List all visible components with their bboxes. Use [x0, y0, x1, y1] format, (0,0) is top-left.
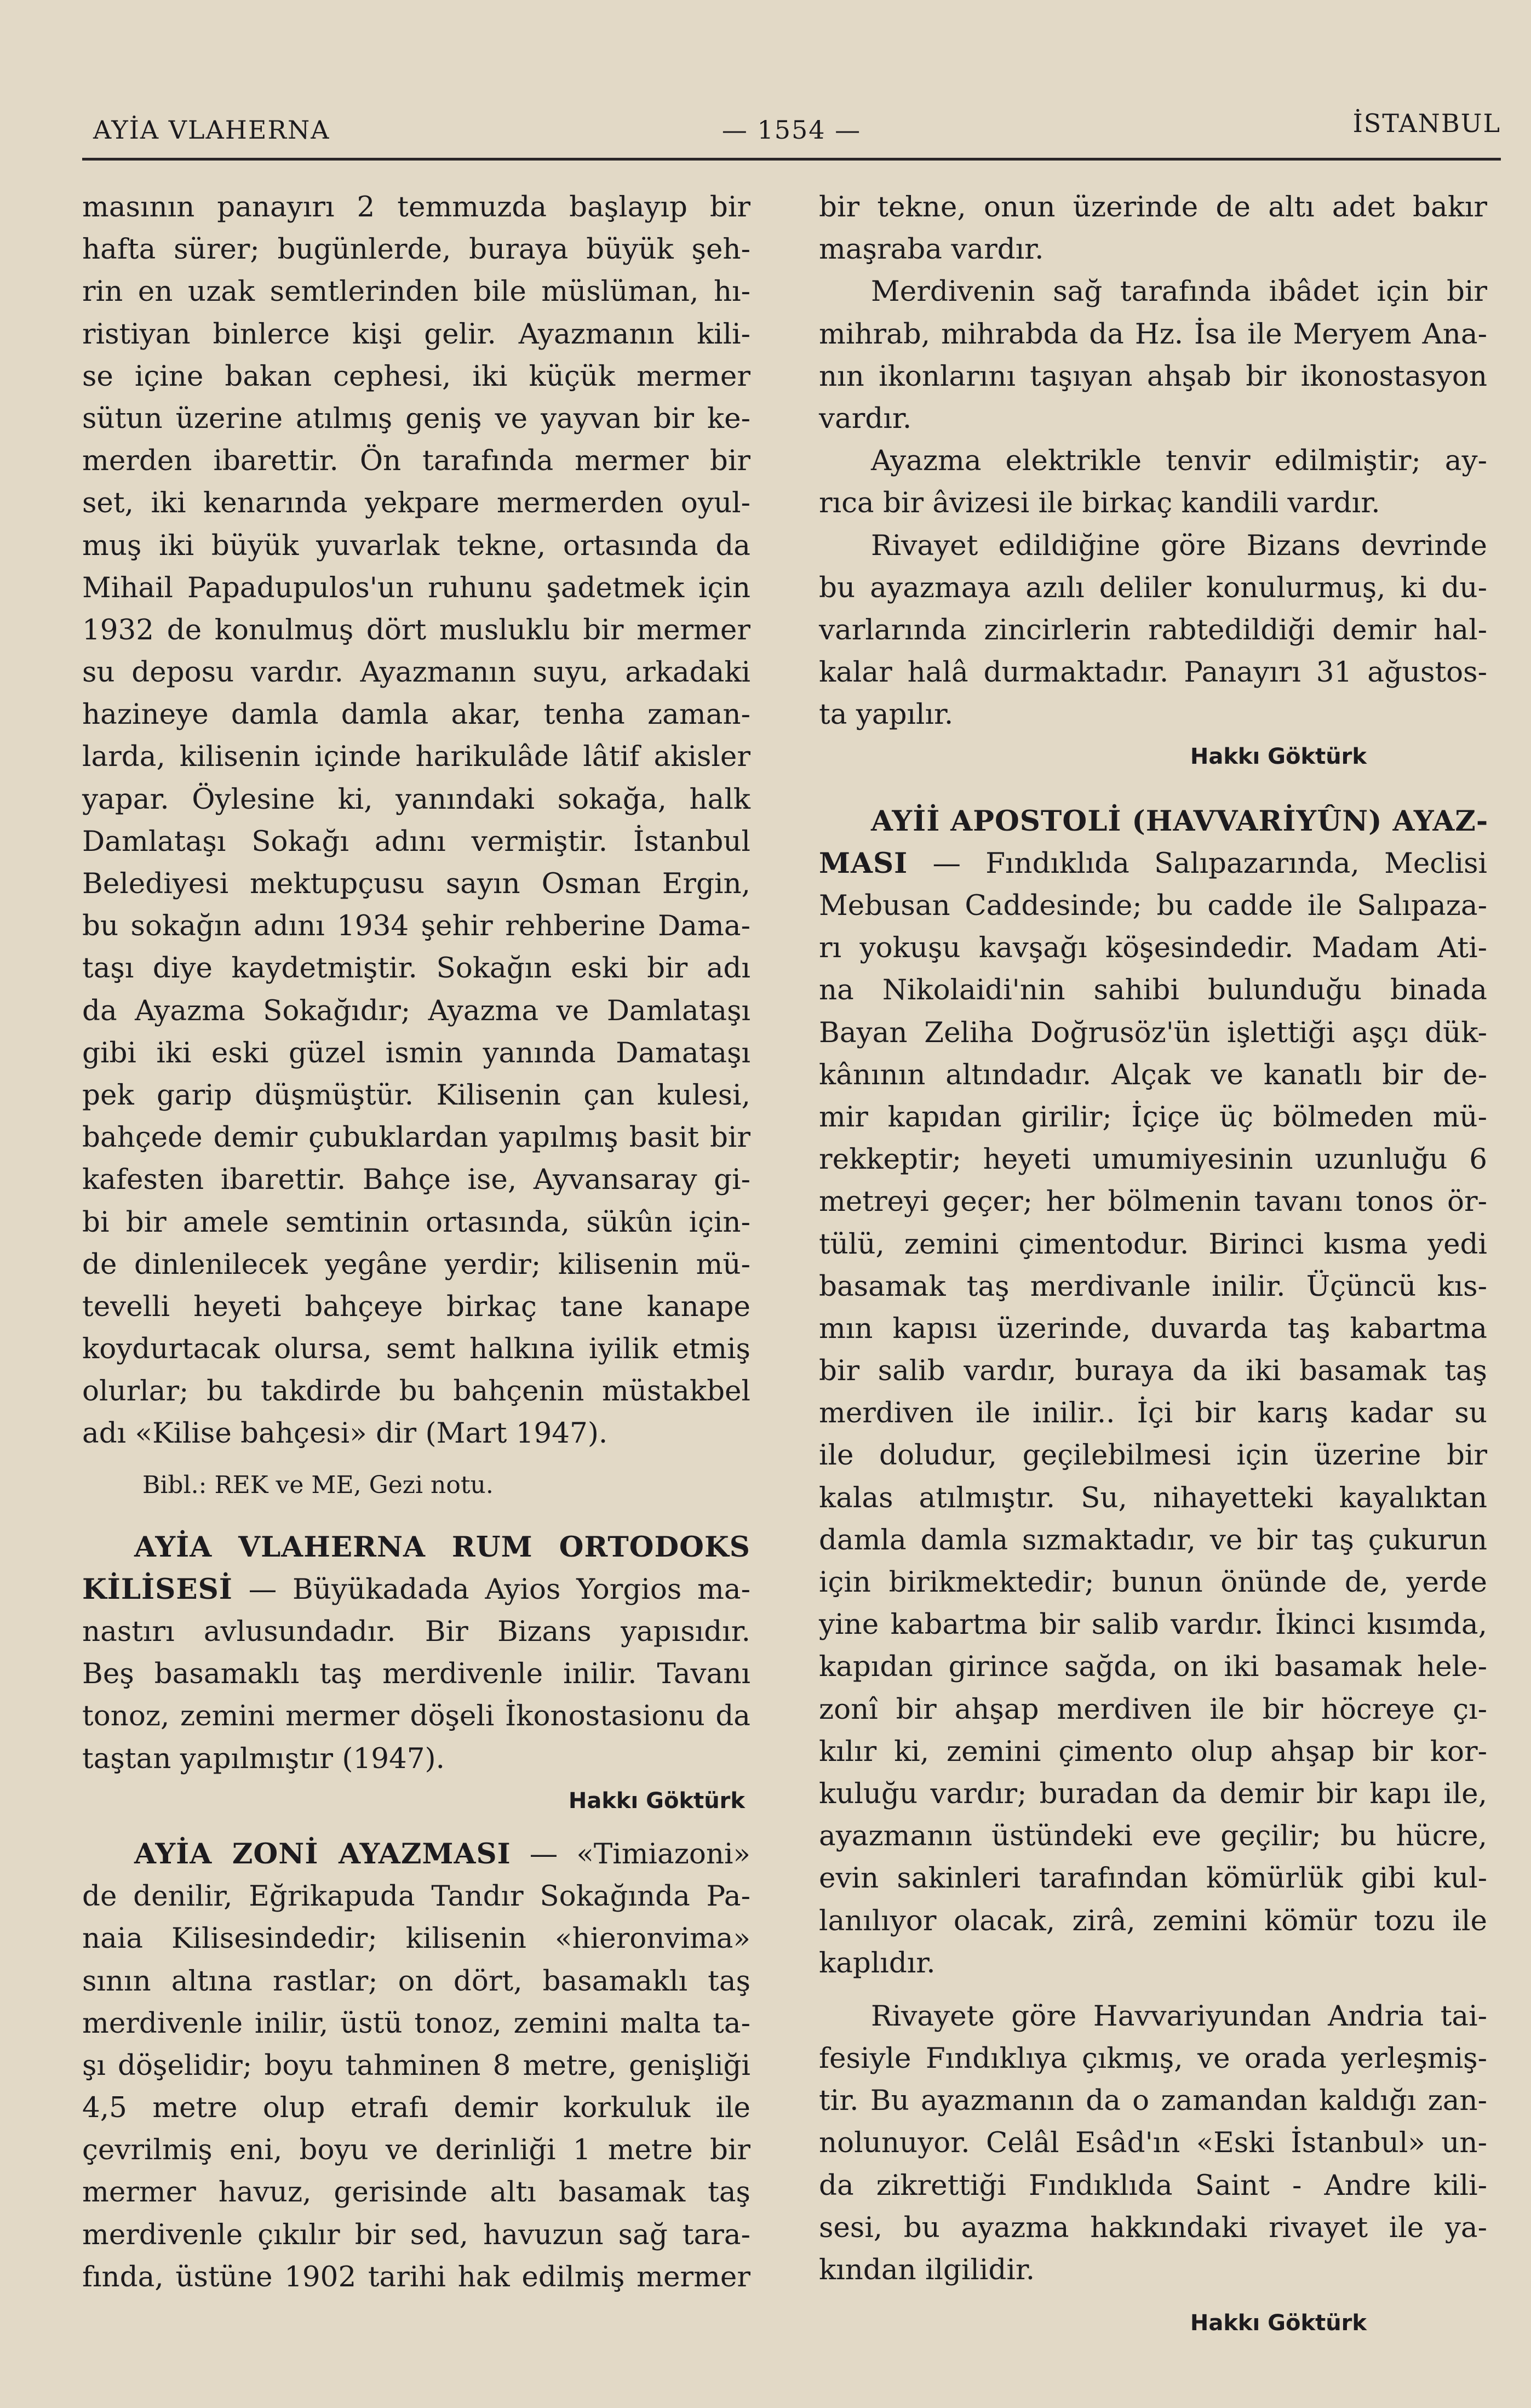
text-line: Mihail Papadupulos'un ruhunu şadetmek için — [82, 571, 750, 604]
text-line: kılır ki, zemini çimento olup ahşap bir kor- — [819, 1735, 1487, 1768]
text-line: sütun üzerine atılmış geniş ve yayvan bir ke- — [82, 402, 750, 435]
paragraph — [819, 271, 1487, 440]
text-line: bir tekne, onun üzerinde de altı adet bakır — [819, 191, 1487, 224]
text-line: rı yokuşu kavşağı köşesindedir. Madam Ati- — [819, 931, 1487, 965]
text-line: da Ayazma Sokağıdır; Ayazma ve Damlataşı — [82, 994, 750, 1027]
entry-text: — «Timiazoni» — [529, 1837, 750, 1871]
text-line: merden ibarettir. Ön tarafında mermer bir — [82, 444, 750, 478]
page-number: — 1554 — — [721, 115, 862, 145]
entry-ayia-vlaherna-church — [82, 1526, 750, 1822]
text-line: lanılıyor olacak, zirâ, zemini kömür tozu ile — [819, 1904, 1487, 1937]
text-line: merdivenle çıkılır bir sed, havuzun sağ tara- — [82, 2218, 750, 2251]
text-line: set, iki kenarında yekpare mermerden oyul- — [82, 487, 750, 520]
text-line: metreyi geçer; her bölmenin tavanı tonos ör- — [819, 1185, 1487, 1219]
text-line: Rivayete göre Havvariyundan Andria tai- — [871, 1999, 1487, 2033]
entry-title: AYİA VLAHERNA RUM ORTODOKS — [134, 1530, 750, 1564]
text-line: rin en uzak semtlerinden bile müslüman, hı- — [82, 275, 750, 308]
text-line: nastırı avlusundadır. Bir Bizans yapısıdır. — [82, 1615, 750, 1648]
text-line: Damlataşı Sokağı adını vermiştir. İstanbul — [82, 825, 750, 858]
text-line: pek garip düşmüştür. Kilisenin çan kulesi, — [82, 1078, 750, 1112]
text-line: bahçede demir çubuklardan yapılmış basit bir — [82, 1121, 750, 1154]
entry-heading — [82, 1526, 750, 1569]
text-line: evin sakinleri tarafından kömürlük gibi kul- — [819, 1862, 1487, 1895]
text-line: kapıdan girince sağda, on iki basamak hele- — [819, 1650, 1487, 1684]
text-line: rekkeptir; heyeti umumiyesinin uzunluğu 6 — [819, 1143, 1487, 1176]
text-line: adı «Kilise bahçesi» dir (Mart 1947). — [82, 1417, 608, 1450]
text-line: bu ayazmaya azılı deliler konulurmuş, ki du- — [819, 571, 1487, 604]
text-line: bu sokağın adını 1934 şehir rehberine Dama- — [82, 910, 750, 943]
text-line: 4,5 metre olup etrafı demir korkuluk ile — [82, 2091, 750, 2125]
text-line: Belediyesi mektupçusu sayın Osman Ergin, — [82, 867, 750, 900]
left-column — [82, 186, 750, 2298]
text-line: larda, kilisenin içinde harikulâde lâtif akisler — [82, 740, 750, 774]
header-entry-title: AYİA VLAHERNA — [93, 115, 330, 145]
text-line: merdiven ile inilir.. İçi bir karış kadar su — [819, 1397, 1487, 1430]
text-line: na Nikolaidi'nin sahibi bulunduğu binada — [819, 974, 1487, 1007]
paragraph — [819, 1995, 1487, 2291]
text-line: Bayan Zeliha Doğrusöz'ün işlettiği aşçı dük- — [819, 1016, 1487, 1049]
text-line: hafta sürer; bugünlerde, buraya büyük şeh- — [82, 233, 750, 266]
entry-ayii-apostoli-ayazmasi — [819, 800, 1487, 1984]
text-line: merdivenle inilir, üstü tonoz, zemini malta ta- — [82, 2006, 750, 2040]
text-line: kuluğu vardır; buradan da demir bir kapı ile, — [819, 1777, 1487, 1810]
text-line — [819, 843, 1487, 885]
text-line: yine kabartma bir salib vardır. İkinci kısımda, — [819, 1608, 1487, 1641]
entry-title-cont: MASI — [819, 846, 908, 880]
text-line: kından ilgilidir. — [819, 2253, 1035, 2286]
text-line: için birikmektedir; bunun önünde de, yerde — [819, 1566, 1487, 1599]
entry-text: — Fındıklıda Salıpazarında, Meclisi — [932, 846, 1487, 880]
text-line: muş iki büyük yuvarlak tekne, ortasında da — [82, 529, 750, 562]
text-line: de denilir, Eğrikapuda Tandır Sokağında Pa- — [82, 1880, 750, 1913]
text-line: çevrilmiş eni, boyu ve derinliği 1 metre bir — [82, 2134, 750, 2167]
text-line: taştan yapılmıştır (1947). — [82, 1742, 445, 1775]
text-line: tir. Bu ayazmanın da o zamandan kaldığı zan- — [819, 2084, 1487, 2118]
entry-text: — Büyükadada Ayios Yorgios ma- — [248, 1572, 751, 1606]
entry-heading — [819, 800, 1487, 843]
text-line: naia Kilisesindedir; kilisenin «hieronvima» — [82, 1922, 750, 1955]
text-line: taşı diye kaydetmiştir. Sokağın eski bir adı — [82, 952, 750, 985]
text-line: kafesten ibarettir. Bahçe ise, Ayvansaray gi- — [82, 1163, 750, 1197]
text-line: bi bir amele semtinin ortasında, sükûn için- — [82, 1205, 750, 1239]
text-line: basamak taş merdivanle inilir. Üçüncü kıs- — [819, 1269, 1487, 1303]
text-line: ta yapılır. — [819, 698, 954, 731]
text-line: kaplıdır. — [819, 1946, 936, 1980]
author-signature: Hakkı Göktürk — [1190, 744, 1367, 770]
text-line: damla damla sızmaktadır, ve bir taş çukurun — [819, 1523, 1487, 1557]
text-line: kalar halâ durmaktadır. Panayırı 31 ağustos- — [819, 656, 1487, 689]
entry-title: AYİİ APOSTOLİ (HAVVARİYÛN) AYAZ- — [871, 804, 1489, 838]
right-column — [819, 186, 1487, 2344]
text-line — [82, 1833, 750, 1875]
text-line: Ayazma elektrikle tenvir edilmiştir; ay- — [871, 444, 1487, 478]
text-line: su deposu vardır. Ayazmanın suyu, arkadaki — [82, 656, 750, 689]
header-volume-title: İSTANBUL — [1352, 108, 1501, 138]
bibliography-note: Bibl.: REK ve ME, Gezi notu. — [142, 1471, 494, 1499]
paragraph — [819, 440, 1487, 524]
text-line: rıca bir âvizesi ile birkaç kandili vardır. — [819, 487, 1380, 520]
entry-title-cont: KİLİSESİ — [82, 1572, 233, 1606]
text-line: ile doludur, geçilebilmesi için üzerine bir — [819, 1439, 1487, 1472]
text-line: Mebusan Caddesinde; bu cadde ile Salıpaza- — [819, 889, 1487, 922]
text-line: vardır. — [819, 402, 912, 435]
paragraph-continued — [82, 186, 750, 1455]
text-line: kânının altındadır. Alçak ve kanatlı bir de- — [819, 1058, 1487, 1091]
paragraph — [819, 186, 1487, 271]
text-line: se içine bakan cephesi, iki küçük mermer — [82, 359, 750, 393]
text-line: Merdivenin sağ tarafında ibâdet için bir — [871, 275, 1487, 308]
text-line: nolunuyor. Celâl Esâd'ın «Eski İstanbul» un- — [819, 2126, 1487, 2160]
author-signature: Hakkı Göktürk — [1190, 2310, 1367, 2336]
text-line: 1932 de konulmuş dört musluklu bir mermer — [82, 613, 750, 647]
text-line: ayazmanın üstündeki eve geçilir; bu hücre, — [819, 1820, 1487, 1853]
running-header — [82, 108, 1501, 153]
text-line: Rivayet edildiğine göre Bizans devrinde — [871, 529, 1487, 562]
text-line: şı döşelidir; boyu tahminen 8 metre, genişliği — [82, 2049, 750, 2082]
text-line: olurlar; bu takdirde bu bahçenin müstakbel — [82, 1375, 750, 1408]
text-line: hazineye damla damla akar, tenha zaman- — [82, 698, 750, 731]
text-line: koydurtacak olursa, semt halkına iyilik etmiş — [82, 1332, 750, 1366]
text-line: sesi, bu ayazma hakkındaki rivayet ile ya- — [819, 2211, 1487, 2244]
paragraph — [819, 525, 1487, 736]
text-line: gibi iki eski güzel ismin yanında Damataşı — [82, 1036, 750, 1069]
text-line: de dinlenilecek yegâne yerdir; kilisenin mü- — [82, 1248, 750, 1281]
entry-ayia-zoni-ayazmasi — [82, 1833, 750, 2298]
text-line: tonoz, zemini mermer döşeli İkonostasionu da — [82, 1700, 750, 1733]
header-rule — [82, 158, 1501, 161]
text-line: kalas atılmıştır. Su, nihayetteki kayalıktan — [819, 1481, 1487, 1514]
text-line: tevelli heyeti bahçeye birkaç tane kanape — [82, 1290, 750, 1323]
text-line: da zikrettiği Fındıklıda Saint - Andre kili- — [819, 2169, 1487, 2202]
text-line: maşraba vardır. — [819, 233, 1044, 266]
text-line: masının panayırı 2 temmuzda başlayıp bir — [82, 191, 750, 224]
text-line: Beş basamaklı taş merdivenle inilir. Tavanı — [82, 1657, 750, 1691]
text-line: mihrab, mihrabda da Hz. İsa ile Meryem Ana- — [819, 317, 1487, 351]
entry-title: AYİA ZONİ AYAZMASI — [134, 1837, 511, 1871]
text-line: fesiyle Fındıklıya çıkmış, ve orada yerleşmiş- — [819, 2042, 1487, 2075]
text-line: mın kapısı üzerinde, duvarda taş kabartma — [819, 1312, 1487, 1345]
author-signature: Hakkı Göktürk — [568, 1788, 745, 1814]
text-line: ristiyan binlerce kişi gelir. Ayazmanın kili- — [82, 317, 750, 351]
text-line: zonî bir ahşap merdiven ile bir höcreye çı- — [819, 1692, 1487, 1726]
text-line: mermer havuz, gerisinde altı basamak taş — [82, 2176, 750, 2209]
text-line: tülü, zemini çimentodur. Birinci kısma yedi — [819, 1227, 1487, 1261]
text-line: fında, üstüne 1902 tarihi hak edilmiş mermer — [82, 2260, 750, 2293]
text-line: nın ikonlarını taşıyan ahşab bir ikonostasyon — [819, 359, 1487, 393]
text-line: sının altına rastlar; on dört, basamaklı taş — [82, 1964, 750, 1998]
text-line: mir kapıdan girilir; İçiçe üç bölmeden mü- — [819, 1100, 1487, 1134]
text-line: varlarında zincirlerin rabtedildiği demir hal- — [819, 613, 1487, 647]
text-line — [82, 1569, 750, 1611]
text-line: bir salib vardır, buraya da iki basamak taş — [819, 1354, 1487, 1388]
text-line: yapar. Öylesine ki, yanındaki sokağa, halk — [82, 782, 750, 816]
